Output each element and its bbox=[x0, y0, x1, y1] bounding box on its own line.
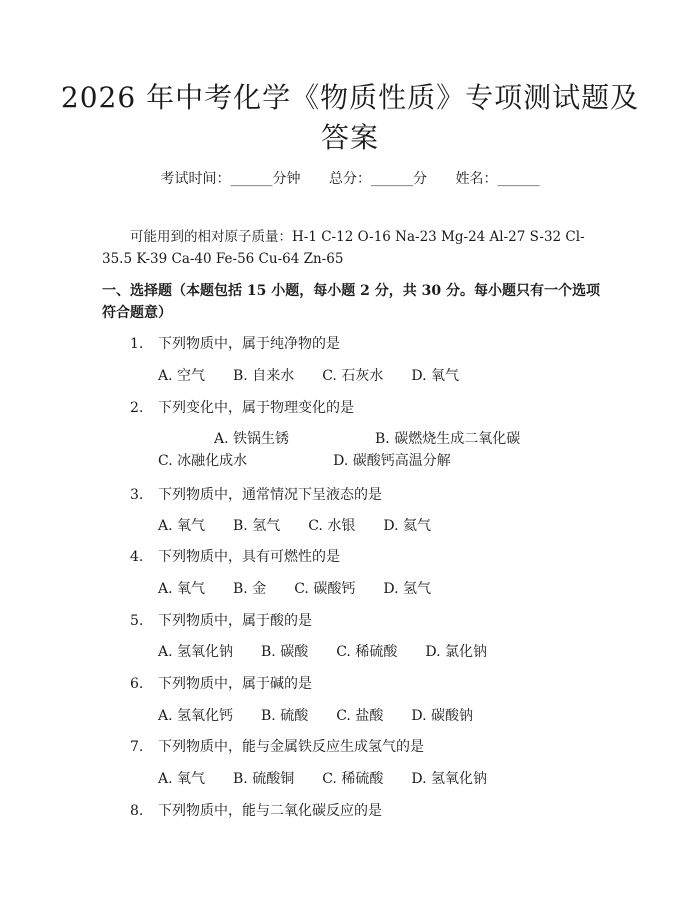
section-heading: 一、选择题（本题包括 15 小题，每小题 2 分，共 30 分。每小题只有一个选项符合题意） bbox=[102, 283, 600, 321]
question-text: 下列物质中，属于酸的是 bbox=[158, 613, 312, 629]
option-a: A. 氧气 bbox=[158, 518, 206, 534]
question-text: 下列物质中，通常情况下呈液态的是 bbox=[158, 487, 382, 503]
document-title: 2026 年中考化学《物质性质》专项测试题及答案 bbox=[60, 81, 640, 154]
question-number: 2. bbox=[130, 400, 144, 416]
question-number: 1. bbox=[130, 336, 144, 352]
question-7 bbox=[130, 736, 424, 756]
question-4-options bbox=[158, 578, 459, 598]
exam-time-field: 考试时间：______分钟 bbox=[160, 171, 301, 187]
question-5-options bbox=[158, 641, 515, 661]
student-name-field: 姓名：______ bbox=[455, 171, 540, 187]
question-text: 下列物质中，能与二氧化碳反应的是 bbox=[158, 803, 382, 819]
option-a: A. 氢氧化钙 bbox=[158, 708, 234, 724]
option-d: D. 氧气 bbox=[411, 368, 459, 384]
option-d: D. 氢氧化钠 bbox=[411, 771, 487, 787]
option-c: C. 冰融化成水 bbox=[158, 453, 248, 469]
question-number: 4. bbox=[130, 549, 144, 565]
question-text: 下列物质中，具有可燃性的是 bbox=[158, 549, 340, 565]
option-c: C. 稀硫酸 bbox=[322, 771, 384, 787]
option-d: D. 氢气 bbox=[383, 581, 431, 597]
question-3-options bbox=[158, 515, 459, 535]
question-6-options bbox=[158, 705, 501, 725]
option-c: C. 稀硫酸 bbox=[336, 644, 398, 660]
option-b: B. 自来水 bbox=[233, 368, 295, 384]
option-d: D. 氦气 bbox=[383, 518, 431, 534]
option-a: A. 空气 bbox=[158, 368, 206, 384]
option-b: B. 氢气 bbox=[233, 518, 281, 534]
question-text: 下列物质中，属于碱的是 bbox=[158, 676, 312, 692]
question-7-options bbox=[158, 768, 515, 788]
question-1 bbox=[130, 333, 340, 353]
exam-meta bbox=[0, 168, 700, 188]
option-c: C. 水银 bbox=[308, 518, 356, 534]
total-score-field: 总分：______分 bbox=[329, 171, 427, 187]
question-1-options bbox=[158, 365, 487, 385]
question-5 bbox=[130, 610, 312, 630]
atomic-masses-note: 可能用到的相对原子质量：H-1 C-12 O-16 Na-23 Mg-24 Al-27 S-32 Cl-35.5 K-39 Ca-40 Fe-56 Cu-64 Zn-65 bbox=[102, 229, 585, 267]
option-c: C. 碳酸钙 bbox=[294, 581, 356, 597]
question-number: 3. bbox=[130, 487, 144, 503]
question-6 bbox=[130, 673, 312, 693]
question-text: 下列物质中，属于纯净物的是 bbox=[158, 336, 340, 352]
option-d: D. 碳酸钙高温分解 bbox=[333, 453, 451, 469]
option-b: B. 硫酸铜 bbox=[233, 771, 295, 787]
question-3 bbox=[130, 484, 382, 504]
question-text: 下列变化中，属于物理变化的是 bbox=[158, 400, 354, 416]
option-a: A. 铁锅生锈 bbox=[214, 431, 290, 447]
question-text: 下列物质中，能与金属铁反应生成氢气的是 bbox=[158, 739, 424, 755]
option-b: B. 碳燃烧生成二氧化碳 bbox=[375, 431, 521, 447]
question-number: 7. bbox=[130, 739, 144, 755]
question-2-options bbox=[102, 428, 602, 472]
option-b: B. 硫酸 bbox=[261, 708, 309, 724]
option-a: A. 氢氧化钠 bbox=[158, 644, 234, 660]
question-number: 5. bbox=[130, 613, 144, 629]
question-4 bbox=[130, 546, 340, 566]
option-a: A. 氧气 bbox=[158, 771, 206, 787]
option-d: D. 氯化钠 bbox=[425, 644, 487, 660]
option-d: D. 碳酸钠 bbox=[411, 708, 473, 724]
option-b: B. 碳酸 bbox=[261, 644, 309, 660]
question-2 bbox=[130, 397, 354, 417]
option-a: A. 氧气 bbox=[158, 581, 206, 597]
option-b: B. 金 bbox=[233, 581, 267, 597]
question-8 bbox=[130, 800, 382, 820]
option-c: C. 盐酸 bbox=[336, 708, 384, 724]
question-number: 8. bbox=[130, 803, 144, 819]
option-c: C. 石灰水 bbox=[322, 368, 384, 384]
question-number: 6. bbox=[130, 676, 144, 692]
